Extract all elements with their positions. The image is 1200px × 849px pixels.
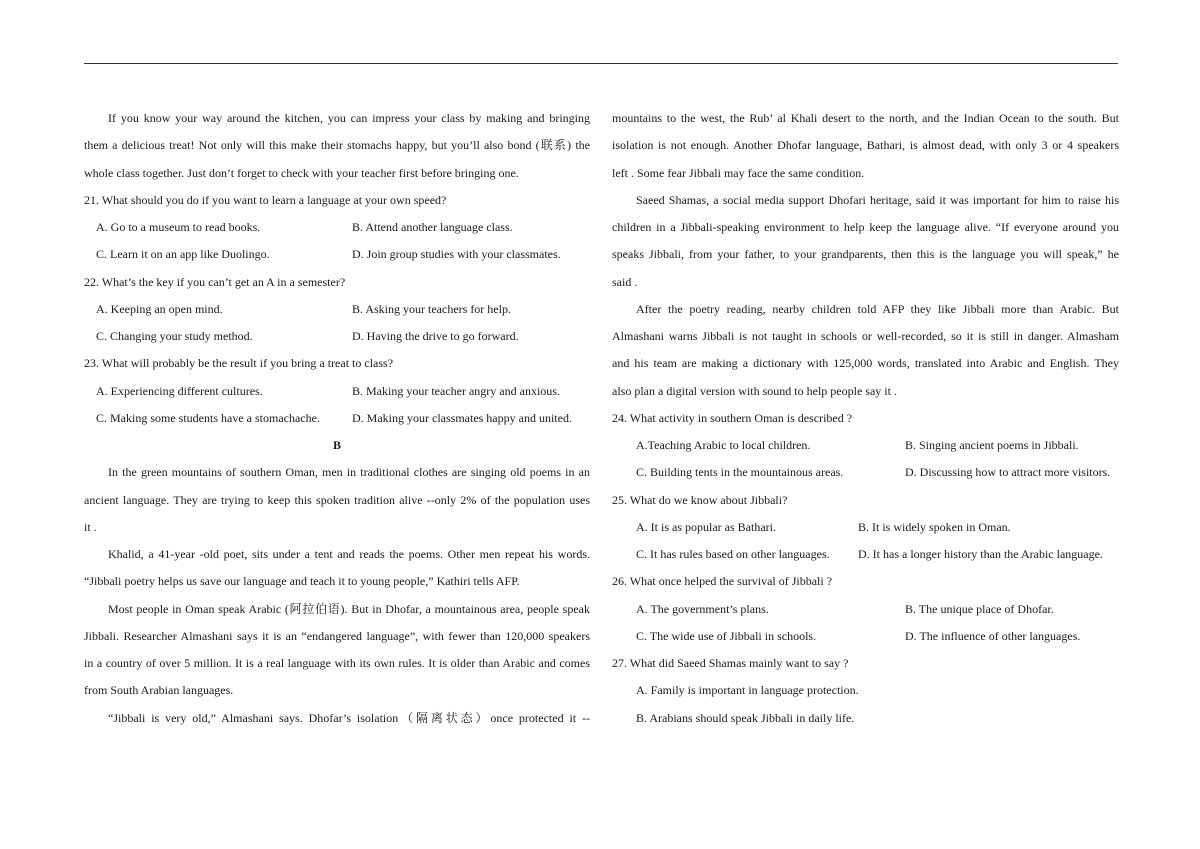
options-row [84, 214, 590, 241]
options-row [612, 623, 1119, 650]
option-c: C. It has rules based on other languages. [636, 547, 830, 561]
option-b: B. Singing ancient poems in Jibbali. [905, 438, 1079, 452]
passage-line: in a country of over 5 million. It is a real language with its own rules. It is older than Arabic and comes [84, 656, 590, 670]
passage-line: also plan a digital version with sound to help people say it . [612, 383, 897, 398]
left-column [84, 105, 590, 732]
options-row [612, 514, 1119, 541]
passage-line: Most people in Oman speak Arabic (阿拉伯语). But in Dhofar, a mountainous area, people speak [108, 601, 590, 616]
option-c: C. Making some students have a stomachache. [96, 410, 320, 425]
passage-line: from South Arabian languages. [84, 683, 234, 698]
passage-line: it . [84, 519, 97, 534]
option-a: A. The government’s plans. [636, 601, 769, 616]
passage-line: isolation is not enough. Another Dhofar language, Bathari, is almost dead, with only 3 or 4 speakers [612, 138, 1119, 153]
option-d: D. Making your classmates happy and united. [352, 410, 572, 425]
passage-line: said . [612, 274, 638, 289]
question-25: 25. What do we know about Jibbali? [612, 492, 788, 507]
header-rule [84, 63, 1118, 64]
option-d: D. Having the drive to go forward. [352, 329, 519, 343]
option-a: A. Family is important in language protection. [636, 683, 859, 698]
option-a: A. It is as popular as Bathari. [636, 519, 776, 534]
passage-line: Saeed Shamas, a social media support Dhofari heritage, said it was important for him to raise his [636, 192, 1119, 207]
passage-line: speaks Jibbali, from your father, to your grandparents, then this is the language you will speak,” he [612, 247, 1119, 262]
passage-line: Jibbali. Researcher Almashani says it is an “endangered language”, with fewer than 120,000 speakers [84, 628, 590, 643]
passage-line: If you know your way around the kitchen, you can impress your class by making and bringing [108, 111, 590, 125]
option-a: A. Go to a museum to read books. [96, 220, 261, 234]
options-row [84, 378, 590, 405]
passage-line: “Jibbali poetry helps us save our language and teach it to young people,” Kathiri tells AFP. [84, 574, 520, 589]
options-row [612, 541, 1119, 568]
options-row [84, 241, 590, 268]
options-row [612, 459, 1119, 486]
passage-line: “Jibbali is very old,” Almashani says. Dhofar’s isolation（隔离状态）once protected it -- [108, 710, 590, 725]
option-c: C. Changing your study method. [96, 329, 253, 343]
options-row [84, 296, 590, 323]
question-26: 26. What once helped the survival of Jibbali ? [612, 574, 833, 589]
option-a: A. Experiencing different cultures. [96, 383, 263, 398]
passage-line: ancient language. They are trying to keep this spoken tradition alive --only 2% of the population uses [84, 492, 590, 507]
passage-line: them a delicious treat! Not only will this make their stomachs happy, but you’ll also bond (联系) the [84, 138, 590, 153]
option-b: B. The unique place of Dhofar. [905, 601, 1054, 616]
option-a: A. Keeping an open mind. [96, 301, 223, 316]
right-column [612, 105, 1119, 732]
passage-line: children in a Jibbali-speaking environment to help keep the language alive. “If everyone around you [612, 220, 1119, 234]
question-21: 21. What should you do if you want to learn a language at your own speed? [84, 192, 447, 207]
option-d: D. It has a longer history than the Arabic language. [858, 547, 1103, 561]
options-row [84, 405, 590, 432]
passage-line: left . Some fear Jibbali may face the same condition. [612, 165, 865, 180]
options-row [84, 323, 590, 350]
option-c: C. Learn it on an app like Duolingo. [96, 247, 270, 262]
option-b: B. Making your teacher angry and anxious. [352, 383, 560, 398]
option-a: A.Teaching Arabic to local children. [636, 438, 811, 452]
option-b: B. It is widely spoken in Oman. [858, 519, 1011, 534]
passage-line: Almashani warns Jibbali is not taught in schools or well-recorded, so it is still in danger. Almasham [612, 329, 1119, 343]
option-b: B. Attend another language class. [352, 220, 513, 234]
passage-line: whole class together. Just don’t forget to check with your teacher first before bringing one. [84, 165, 519, 180]
options-row [612, 677, 1119, 704]
option-d: D. Discussing how to attract more visitors. [905, 465, 1111, 480]
question-27: 27. What did Saeed Shamas mainly want to say ? [612, 656, 849, 670]
options-row [612, 432, 1119, 459]
option-d: D. Join group studies with your classmates. [352, 247, 561, 262]
passage-line: and his team are making a dictionary with 125,000 words, translated into Arabic and English. They [612, 356, 1119, 371]
question-23: 23. What will probably be the result if you bring a treat to class? [84, 356, 394, 371]
question-24: 24. What activity in southern Oman is described ? [612, 410, 853, 425]
options-row [612, 596, 1119, 623]
option-d: D. The influence of other languages. [905, 628, 1081, 643]
option-c: C. Building tents in the mountainous areas. [636, 465, 844, 480]
passage-line: mountains to the west, the Rub’ al Khali desert to the north, and the Indian Ocean to the south. But [612, 111, 1119, 125]
passage-line: After the poetry reading, nearby children told AFP they like Jibbali more than Arabic. But [636, 301, 1119, 316]
section-heading-b: B [332, 438, 341, 452]
option-b: B. Asking your teachers for help. [352, 301, 511, 316]
option-b: B. Arabians should speak Jibbali in daily life. [636, 710, 855, 725]
options-row [612, 705, 1119, 732]
passage-line: In the green mountains of southern Oman, men in traditional clothes are singing old poems in an [108, 465, 590, 480]
question-22: 22. What’s the key if you can’t get an A in a semester? [84, 274, 346, 289]
passage-line: Khalid, a 41-year -old poet, sits under a tent and reads the poems. Other men repeat his words. [108, 547, 590, 561]
option-c: C. The wide use of Jibbali in schools. [636, 628, 817, 643]
